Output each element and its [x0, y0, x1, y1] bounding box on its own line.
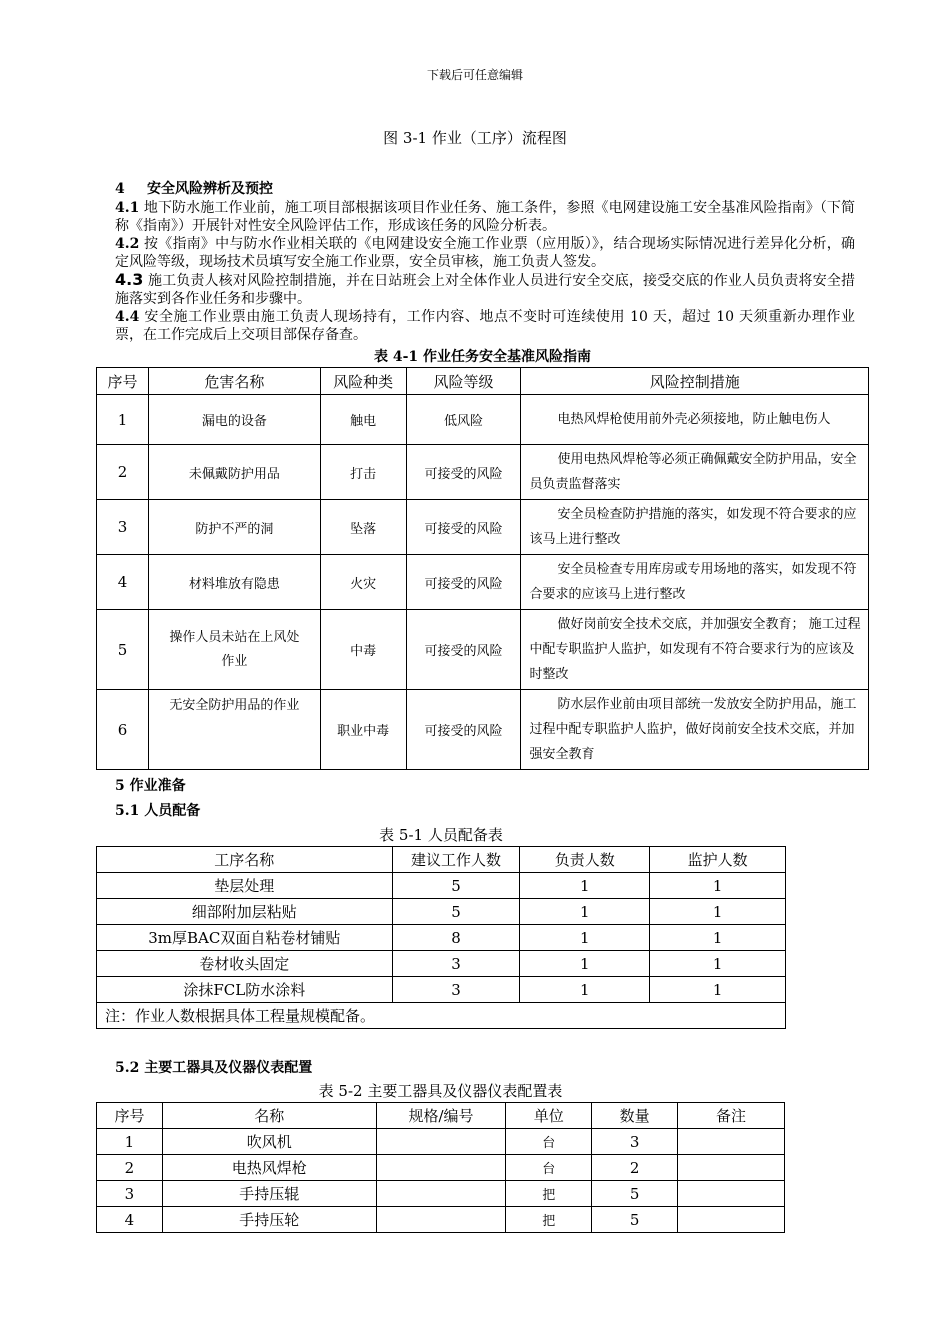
cell-guardians: 1: [650, 977, 786, 1003]
cell-qty: 2: [592, 1155, 678, 1181]
cell-control-text: 安全员检查防护措施的落实，如发现不符合要求的应该马上进行整改: [529, 507, 857, 547]
header-guardians: 监护人数: [650, 847, 786, 873]
cell-risk-level: 可接受的风险: [406, 690, 521, 770]
cell-unit: 把: [506, 1207, 592, 1233]
header-process: 工序名称: [97, 847, 393, 873]
header-suggested-workers: 建议工作人数: [392, 847, 520, 873]
cell-seq: 2: [97, 445, 149, 500]
header-hazard: 危害名称: [148, 368, 320, 395]
cell-risk-level: 可接受的风险: [406, 500, 521, 555]
cell-seq: 5: [97, 610, 149, 690]
cell-qty: 5: [592, 1207, 678, 1233]
cell-guardians: 1: [650, 899, 786, 925]
paragraph-4-2-number: 4.2: [115, 236, 140, 252]
cell-leaders: 1: [520, 899, 650, 925]
cell-risk-type: 职业中毒: [320, 690, 406, 770]
table-note: 注：作业人数根据具体工程量规模配备。: [97, 1003, 786, 1029]
cell-name: 手持压辊: [162, 1181, 376, 1207]
cell-hazard: 漏电的设备: [148, 395, 320, 445]
section-4-title: 安全风险辨析及预控: [147, 181, 273, 197]
header-risk-level: 风险等级: [406, 368, 521, 395]
table-header-row: [97, 847, 786, 873]
cell-risk-level: 可接受的风险: [406, 555, 521, 610]
cell-guardians: 1: [650, 925, 786, 951]
cell-hazard: 材料堆放有隐患: [148, 555, 320, 610]
table-row: [97, 500, 869, 555]
header-seq: 序号: [97, 368, 149, 395]
cell-process: 卷材收头固定: [97, 951, 393, 977]
paragraph-4-4: [115, 308, 855, 344]
paragraph-4-3-text: 施工负责人核对风险控制措施，并在日站班会上对全体作业人员进行安全交底，接受交底的作业人员负责将安全措施落实到各作业任务和步骤中。: [115, 273, 855, 307]
header-name: 名称: [162, 1103, 376, 1129]
cell-hazard: 未佩戴防护用品: [148, 445, 320, 500]
cell-control: [521, 610, 869, 690]
cell-control-text: 做好岗前安全技术交底，并加强安全教育； 施工过程中配专职监护人监护，如发现有不符合要求行为的应该及时整改: [529, 617, 861, 682]
cell-seq: 1: [97, 1129, 163, 1155]
section-5-2-heading: 5.2 主要工器具及仪器仪表配置: [115, 1060, 313, 1076]
cell-process: 涂抹FCL防水涂料: [97, 977, 393, 1003]
cell-leaders: 1: [520, 977, 650, 1003]
cell-seq: 4: [97, 555, 149, 610]
cell-spec: [376, 1129, 506, 1155]
header-spec: 规格/编号: [376, 1103, 506, 1129]
cell-seq: 2: [97, 1155, 163, 1181]
cell-risk-level: 可接受的风险: [406, 445, 521, 500]
cell-remark: [678, 1181, 785, 1207]
header-risk-type: 风险种类: [320, 368, 406, 395]
cell-risk-type: 打击: [320, 445, 406, 500]
table-row: [97, 1181, 785, 1207]
cell-unit: 台: [506, 1155, 592, 1181]
table-row: [97, 690, 869, 770]
cell-unit: 台: [506, 1129, 592, 1155]
cell-spec: [376, 1181, 506, 1207]
cell-seq: 1: [97, 395, 149, 445]
table-row: [97, 445, 869, 500]
paragraph-4-2: [115, 235, 855, 271]
paragraph-4-3-number: 4.3: [115, 270, 144, 289]
table-note-row: [97, 1003, 786, 1029]
cell-name: 吹风机: [162, 1129, 376, 1155]
cell-workers: 5: [392, 873, 520, 899]
cell-workers: 3: [392, 951, 520, 977]
cell-hazard: 防护不严的洞: [148, 500, 320, 555]
cell-workers: 3: [392, 977, 520, 1003]
cell-process: 垫层处理: [97, 873, 393, 899]
header-remark: 备注: [678, 1103, 785, 1129]
cell-workers: 8: [392, 925, 520, 951]
cell-spec: [376, 1155, 506, 1181]
table-row: [97, 610, 869, 690]
paragraph-4-4-number: 4.4: [115, 309, 140, 325]
table-row: [97, 1129, 785, 1155]
cell-leaders: 1: [520, 951, 650, 977]
paragraph-4-3: [115, 271, 855, 308]
table-header-row: [97, 368, 869, 395]
table-row: [97, 925, 786, 951]
cell-control-text: 防水层作业前由项目部统一发放安全防护用品，施工过程中配专职监护人监护，做好岗前安全技术交底，并加强安全教育: [529, 697, 857, 762]
cell-control-text: 电热风焊枪使用前外壳必须接地，防止触电伤人: [557, 412, 831, 427]
table-row: [97, 977, 786, 1003]
cell-risk-type: 坠落: [320, 500, 406, 555]
cell-name: 手持压轮: [162, 1207, 376, 1233]
cell-control: [521, 500, 869, 555]
table-4-1-title: 表 4-1 作业任务安全基准风险指南: [373, 349, 592, 365]
cell-guardians: 1: [650, 873, 786, 899]
table-row: [97, 899, 786, 925]
cell-qty: 5: [592, 1181, 678, 1207]
cell-remark: [678, 1129, 785, 1155]
header-seq: 序号: [97, 1103, 163, 1129]
figure-caption: 图 3-1 作业（工序）流程图: [383, 129, 567, 147]
tools-table: [96, 1102, 785, 1233]
page-header: 下载后可任意编辑: [426, 68, 523, 82]
cell-control: [521, 690, 869, 770]
cell-risk-type: 触电: [320, 395, 406, 445]
cell-name: 电热风焊枪: [162, 1155, 376, 1181]
section-4-number: 4: [115, 181, 125, 197]
cell-risk-level: 可接受的风险: [406, 610, 521, 690]
paragraph-4-4-text: 安全施工作业票由施工负责人现场持有，工作内容、地点不变时可连续使用 10 天，超过 10 天须重新办理作业票，在工作完成后上交项目部保存备查。: [115, 309, 855, 343]
header-leaders: 负责人数: [520, 847, 650, 873]
cell-qty: 3: [592, 1129, 678, 1155]
header-control: 风险控制措施: [521, 368, 869, 395]
cell-risk-level: 低风险: [406, 395, 521, 445]
cell-hazard: 无安全防护用品的作业: [148, 690, 320, 770]
cell-remark: [678, 1207, 785, 1233]
cell-seq: 4: [97, 1207, 163, 1233]
table-row: [97, 395, 869, 445]
table-row: [97, 1207, 785, 1233]
table-row: [97, 873, 786, 899]
paragraph-4-1: [115, 199, 855, 235]
staffing-table: [96, 846, 786, 1029]
cell-control: [521, 395, 869, 445]
section-5-1-heading: 5.1 人员配备: [115, 803, 201, 819]
cell-control-text: 使用电热风焊枪等必须正确佩戴安全防护用品，安全员负责监督落实: [529, 452, 857, 492]
header-qty: 数量: [592, 1103, 678, 1129]
cell-control-text: 安全员检查专用库房或专用场地的落实，如发现不符合要求的应该马上进行整改: [529, 562, 857, 602]
section-5-heading: 5 作业准备: [115, 778, 186, 794]
table-row: [97, 951, 786, 977]
section-4-heading: [115, 178, 273, 198]
cell-risk-type: 火灾: [320, 555, 406, 610]
risk-guide-table: [96, 367, 869, 770]
cell-risk-type: 中毒: [320, 610, 406, 690]
header-unit: 单位: [506, 1103, 592, 1129]
table-row: [97, 555, 869, 610]
section-4-paragraphs: [115, 199, 855, 344]
cell-workers: 5: [392, 899, 520, 925]
table-5-2-title: 表 5-2 主要工器具及仪器仪表配置表: [318, 1082, 563, 1100]
cell-seq: 6: [97, 690, 149, 770]
table-5-1-title: 表 5-1 人员配备表: [379, 826, 503, 844]
paragraph-4-2-text: 按《指南》中与防水作业相关联的《电网建设安全施工作业票（应用版）》，结合现场实际情况进行差异化分析，确定风险等级，现场技术员填写安全施工作业票，安全员审核，施工负责人签发。: [115, 236, 855, 270]
cell-leaders: 1: [520, 873, 650, 899]
cell-guardians: 1: [650, 951, 786, 977]
cell-seq: 3: [97, 500, 149, 555]
table-row: [97, 1155, 785, 1181]
cell-control: [521, 445, 869, 500]
cell-hazard: 操作人员未站在上风处作业: [148, 610, 320, 690]
paragraph-4-1-number: 4.1: [115, 200, 140, 216]
cell-leaders: 1: [520, 925, 650, 951]
paragraph-4-1-text: 地下防水施工作业前，施工项目部根据该项目作业任务、施工条件，参照《电网建设施工安全基准风险指南》（下简称《指南》）开展针对性安全风险评估工作，形成该任务的风险分析表。: [115, 200, 855, 234]
cell-seq: 3: [97, 1181, 163, 1207]
cell-process: 3m厚BAC双面自粘卷材铺贴: [97, 925, 393, 951]
table-header-row: [97, 1103, 785, 1129]
cell-unit: 把: [506, 1181, 592, 1207]
cell-control: [521, 555, 869, 610]
cell-process: 细部附加层粘贴: [97, 899, 393, 925]
cell-spec: [376, 1207, 506, 1233]
cell-remark: [678, 1155, 785, 1181]
